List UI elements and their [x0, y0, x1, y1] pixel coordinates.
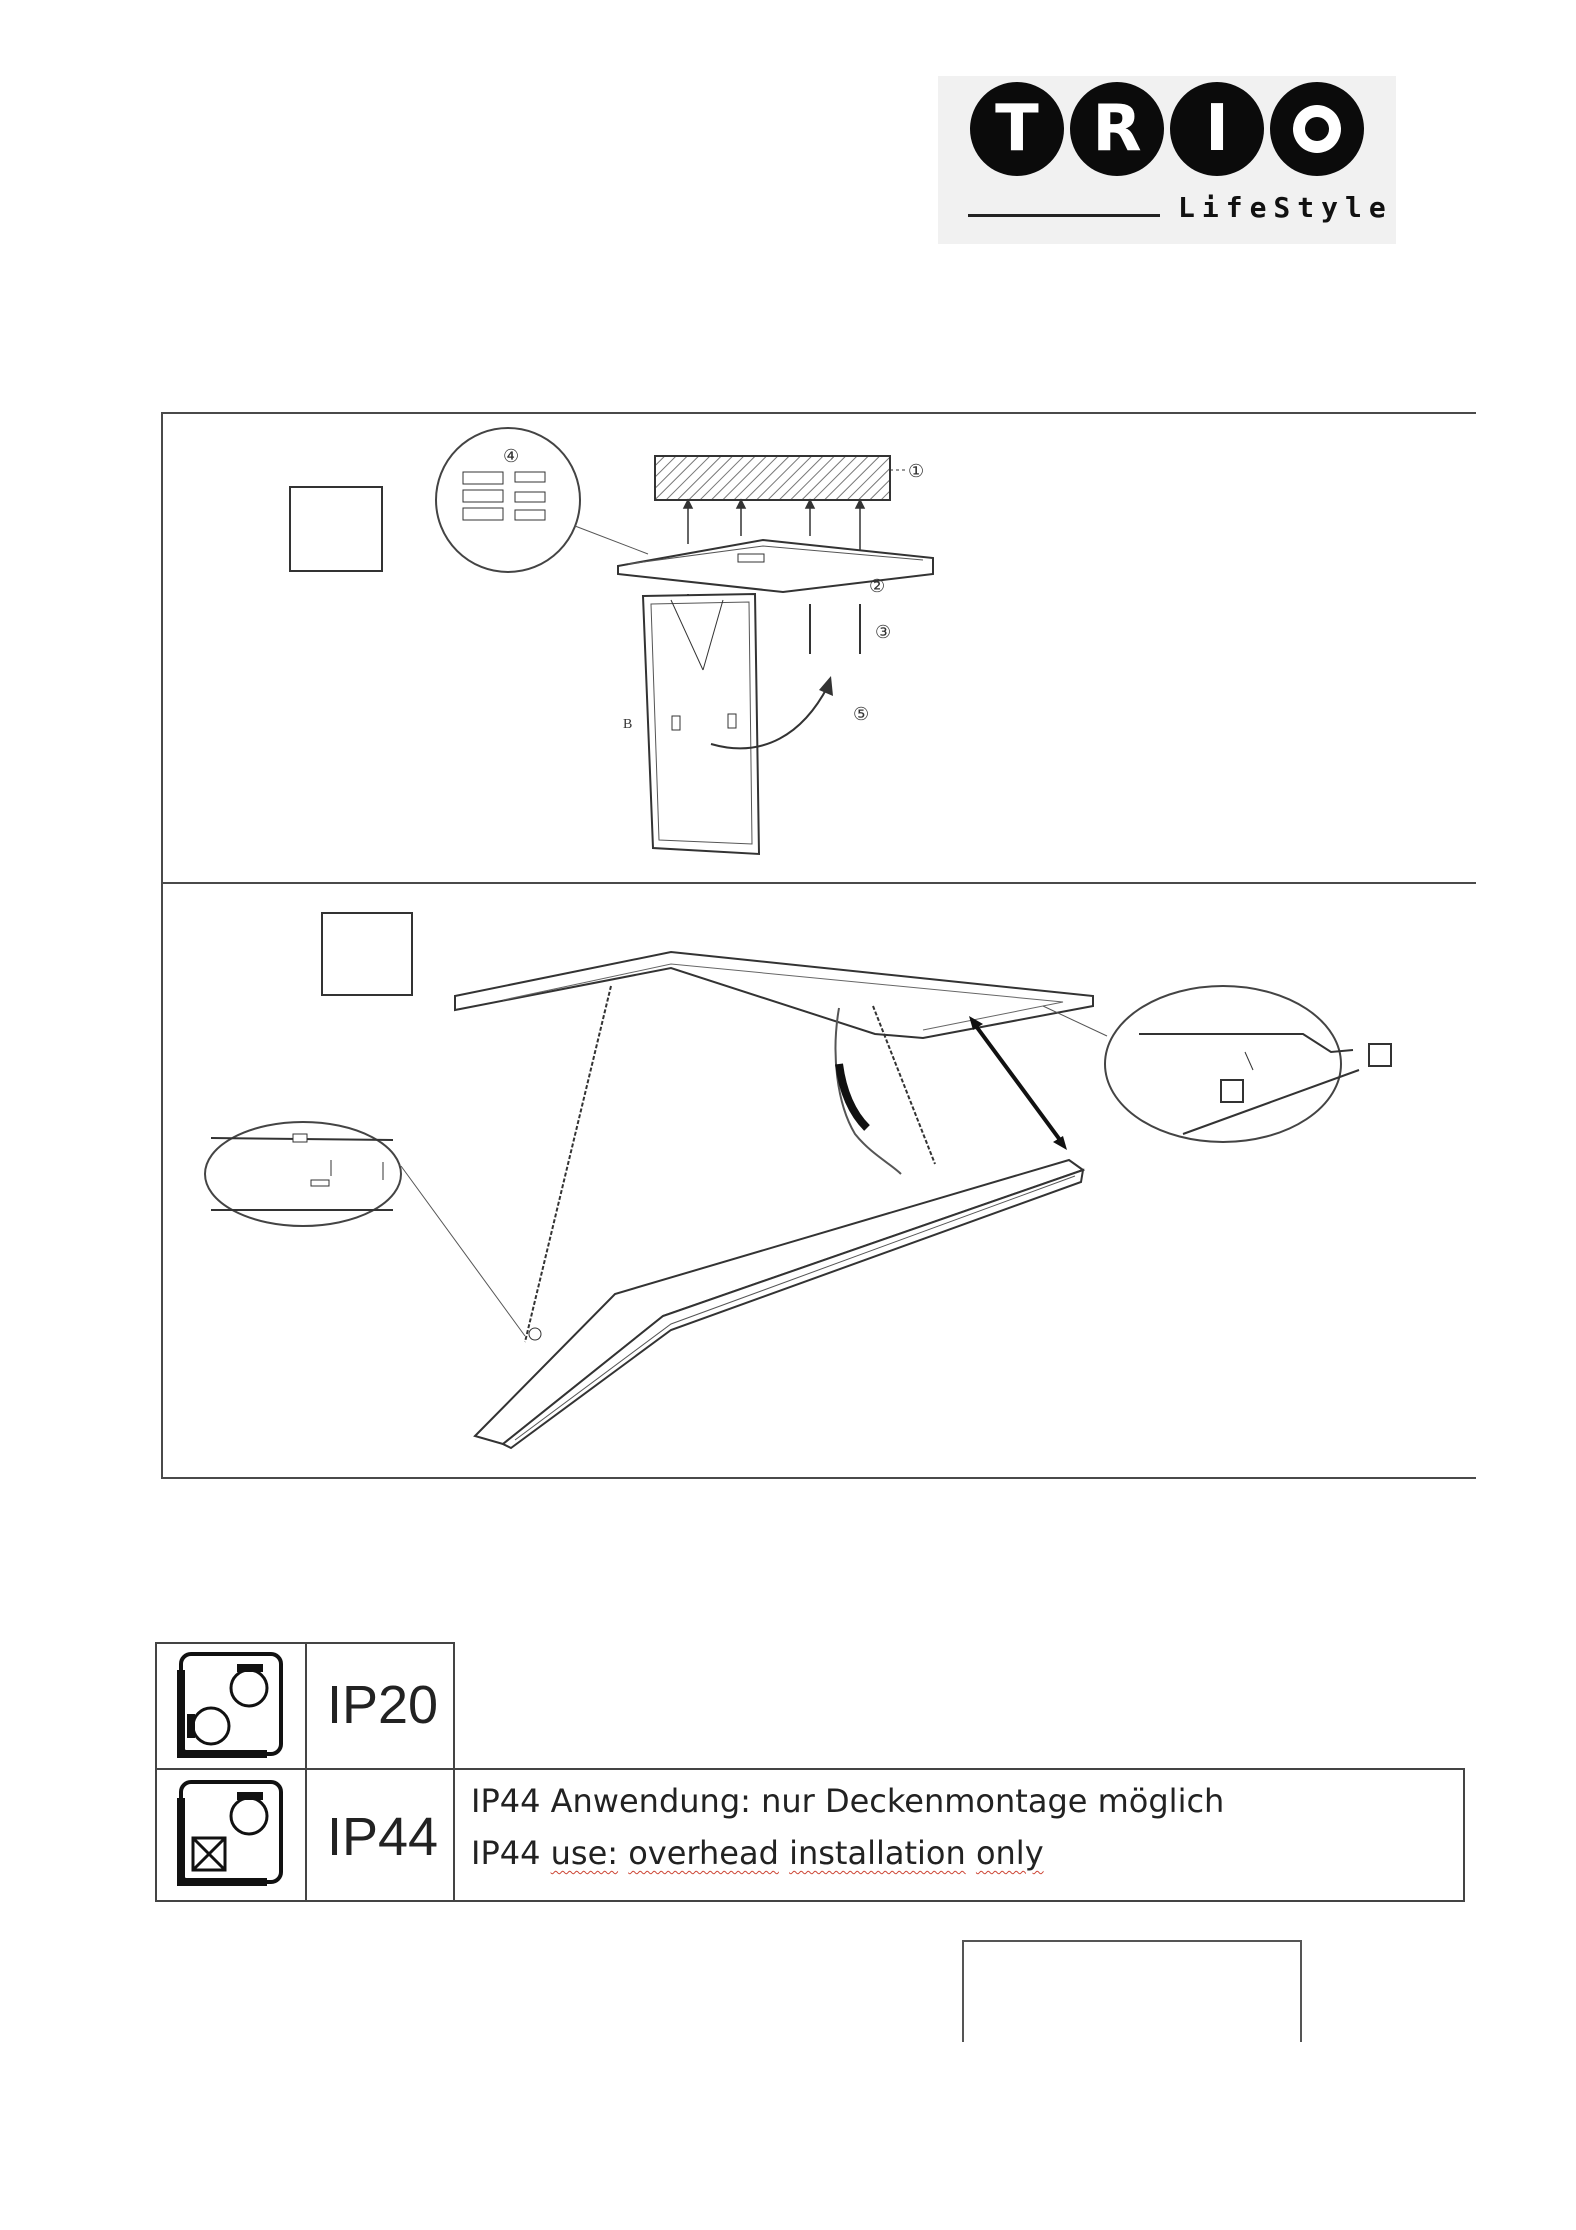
callout-1: ① [908, 461, 925, 482]
bathroom-overhead-icon [177, 1778, 287, 1890]
ip44-text-english: IP44 use: overhead installation only [471, 1834, 1044, 1872]
ceiling-mount-diagram [163, 414, 1478, 886]
trio-lifestyle-logo [938, 76, 1396, 244]
logo-letter-r: R [1070, 82, 1164, 176]
callout-4: ④ [503, 446, 520, 467]
ip20-rating: IP20 [327, 1675, 439, 1735]
logo-tagline: LifeStyle [1178, 191, 1393, 224]
callout-5: ⑤ [853, 704, 870, 725]
callout-2: ② [869, 576, 886, 597]
ip44-rating: IP44 [327, 1807, 439, 1867]
logo-letter-o [1270, 82, 1364, 176]
ip44-text-german: IP44 Anwendung: nur Deckenmontage möglich [471, 1782, 1225, 1820]
part-label-b: B [623, 717, 633, 732]
step-1-panel [161, 412, 1476, 884]
step-2-panel [161, 882, 1476, 1479]
logo-letter-i: I [1170, 82, 1264, 176]
logo-letter-t: T [970, 82, 1064, 176]
indoor-dry-room-icon [177, 1650, 287, 1762]
panel-attach-diagram [163, 884, 1478, 1481]
ceiling-block [655, 456, 890, 500]
empty-label-box [962, 1940, 1302, 2042]
ip-rating-table [155, 1642, 1465, 1902]
callout-3: ③ [875, 622, 892, 643]
logo-rule [968, 214, 1160, 217]
